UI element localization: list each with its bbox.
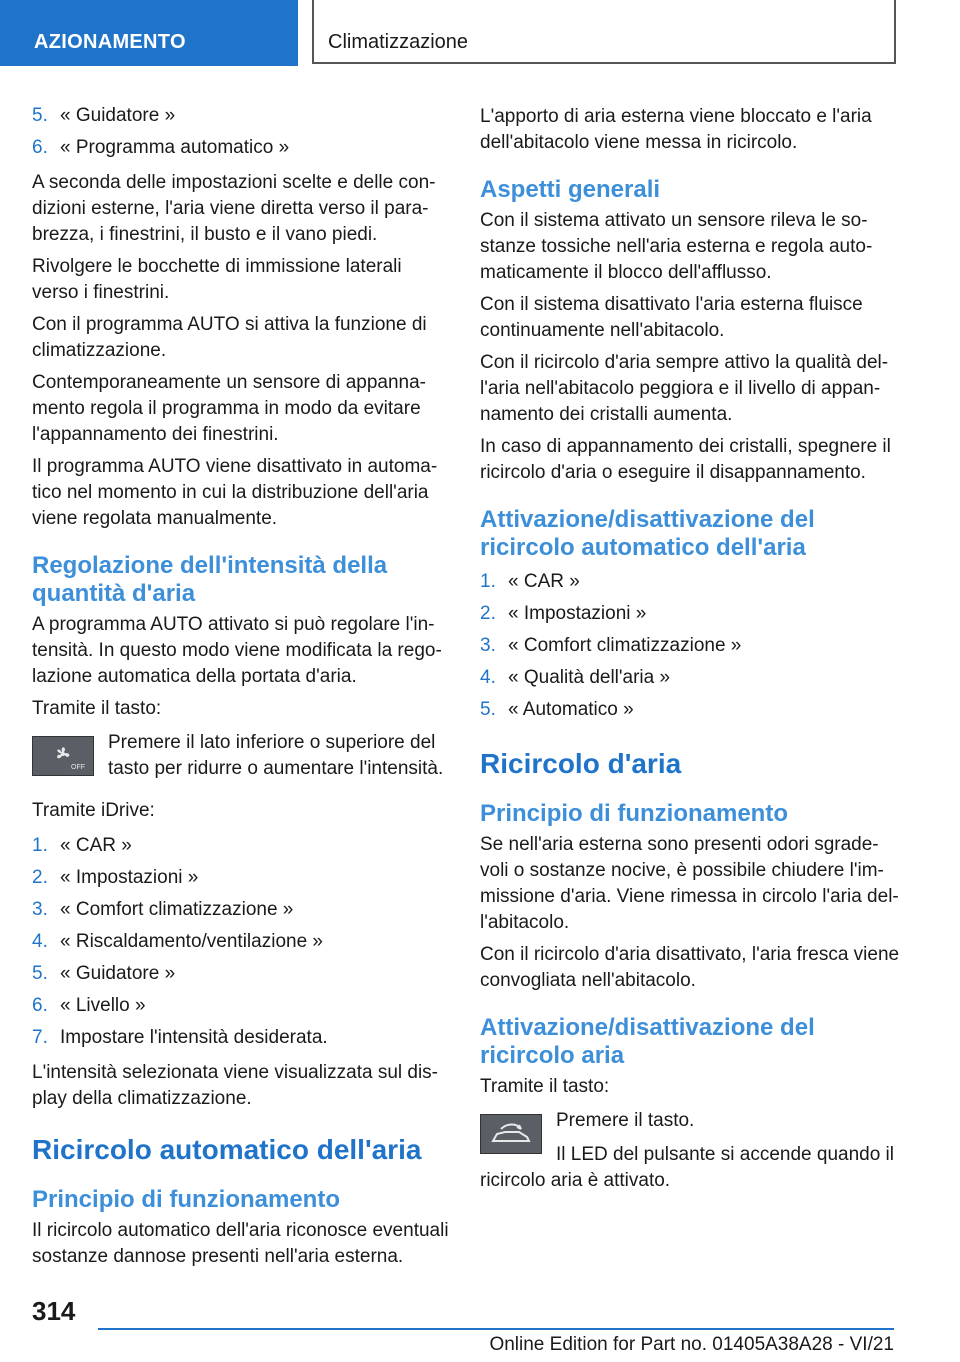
list-item: 1. « CAR » xyxy=(480,571,580,592)
heading-principle: Principio di funzionamento xyxy=(480,800,788,827)
steps-list-a xyxy=(32,100,450,164)
paragraph: A programma AUTO attivato si può regolare l'in-tensità. In questo modo viene modificata la rego-lazione automatica della portata d'aria. xyxy=(32,614,442,687)
page-header xyxy=(0,0,960,66)
list-item: 1. « CAR » xyxy=(32,835,132,856)
recirculation-button-icon xyxy=(480,1114,542,1154)
paragraph: A seconda delle impostazioni scelte e delle con-dizioni esterne, l'aria viene diretta verso il para-brezza, i finestrini, il busto e il vano piedi. xyxy=(32,172,436,245)
paragraph: Il ricircolo automatico dell'aria riconosce eventuali sostanze dannose presenti nell'aria esterna. xyxy=(32,1220,449,1267)
paragraph: L'intensità selezionata viene visualizzata sul dis-play della climatizzazione. xyxy=(32,1062,439,1109)
list-item: 2. « Impostazioni » xyxy=(32,867,199,888)
left-column xyxy=(32,104,450,1276)
list-item: 7. Impostare l'intensità desiderata. xyxy=(32,1027,328,1048)
car-recirculation-icon xyxy=(489,1121,533,1147)
paragraph: L'apporto di aria esterna viene bloccato e l'aria dell'abitacolo viene messa in ricircolo. xyxy=(480,106,872,153)
chapter-title: Climatizzazione xyxy=(312,0,896,64)
list-item: 5. « Automatico » xyxy=(480,699,634,720)
paragraph: Tramite il tasto: xyxy=(480,1076,610,1097)
heading-auto-recirculation: Ricircolo automatico dell'aria xyxy=(32,1134,422,1165)
steps-list-c xyxy=(480,566,900,726)
list-item: 4. « Riscaldamento/ventilazione » xyxy=(32,931,323,952)
paragraph: Tramite il tasto: xyxy=(32,698,162,719)
button-description: Premere il lato inferiore o superiore del tasto per ridurre o aumentare l'intensità. xyxy=(108,732,444,779)
paragraph: Il LED del pulsante si accende quando il ricircolo aria è attivato. xyxy=(480,1144,895,1191)
button-description: Premere il tasto. xyxy=(556,1110,695,1131)
paragraph: Contemporaneamente un sensore di appanna-mento regola il programma in modo da evitare l'appannamento dei finestrini. xyxy=(32,372,426,445)
list-item: 4. « Qualità dell'aria » xyxy=(480,667,671,688)
list-item: 3. « Comfort climatizzazione » xyxy=(480,635,742,656)
paragraph: Con il sistema attivato un sensore rileva le so-stanze tossiche nell'aria esterna e regola auto-maticamente il blocco dell'afflusso. xyxy=(480,210,873,283)
button-instruction xyxy=(32,730,450,782)
footer-divider xyxy=(98,1328,894,1330)
heading-general: Aspetti generali xyxy=(480,176,661,203)
heading-activation-auto: Attivazione/disattivazione del ricircolo automatico dell'aria xyxy=(480,506,815,561)
off-label: OFF xyxy=(71,764,85,771)
list-item: 5. « Guidatore » xyxy=(32,105,176,126)
paragraph: Con il programma AUTO si attiva la funzione di climatizzazione. xyxy=(32,314,427,361)
fan-icon xyxy=(43,741,83,771)
list-item: 3. « Comfort climatizzazione » xyxy=(32,899,294,920)
page-number: 314 xyxy=(32,1296,76,1326)
heading-principle: Principio di funzionamento xyxy=(32,1186,340,1213)
paragraph: Rivolgere le bocchette di immissione laterali verso i finestrini. xyxy=(32,256,402,303)
list-item: 6. « Programma automatico » xyxy=(32,137,290,158)
list-item: 2. « Impostazioni » xyxy=(480,603,647,624)
paragraph: Il programma AUTO viene disattivato in automa-tico nel momento in cui la distribuzione dell'aria viene regolata manualmente. xyxy=(32,456,438,529)
paragraph: Con il ricircolo d'aria sempre attivo la qualità del-l'aria nell'abitacolo peggiora e il livello di appan-namento dei cristalli aumenta. xyxy=(480,352,889,425)
heading-intensity: Regolazione dell'intensità della quantità d'aria xyxy=(32,552,388,607)
heading-activation: Attivazione/disattivazione del ricircolo aria xyxy=(480,1014,815,1069)
paragraph: Con il ricircolo d'aria disattivato, l'aria fresca viene convogliata nell'abitacolo. xyxy=(480,944,900,991)
edition-note: Online Edition for Part no. 01405A38A28 - VI/21 xyxy=(489,1334,894,1355)
section-title: AZIONAMENTO xyxy=(0,0,298,66)
right-column xyxy=(480,104,900,1200)
fan-button-icon xyxy=(32,736,94,776)
list-item: 6. « Livello » xyxy=(32,995,146,1016)
heading-recirculation: Ricircolo d'aria xyxy=(480,748,682,779)
paragraph: Con il sistema disattivato l'aria esterna fluisce continuamente nell'abitacolo. xyxy=(480,294,863,341)
paragraph: In caso di appannamento dei cristalli, spegnere il ricircolo d'aria o eseguire il disappannamento. xyxy=(480,436,891,483)
paragraph: Tramite iDrive: xyxy=(32,800,155,821)
steps-list-b xyxy=(32,830,450,1054)
paragraph: Se nell'aria esterna sono presenti odori sgrade-voli o sostanze nocive, è possibile chiudere l'im-missione d'aria. Viene rimessa in circolo l'aria del-l'abitacolo. xyxy=(480,834,899,933)
list-item: 5. « Guidatore » xyxy=(32,963,176,984)
